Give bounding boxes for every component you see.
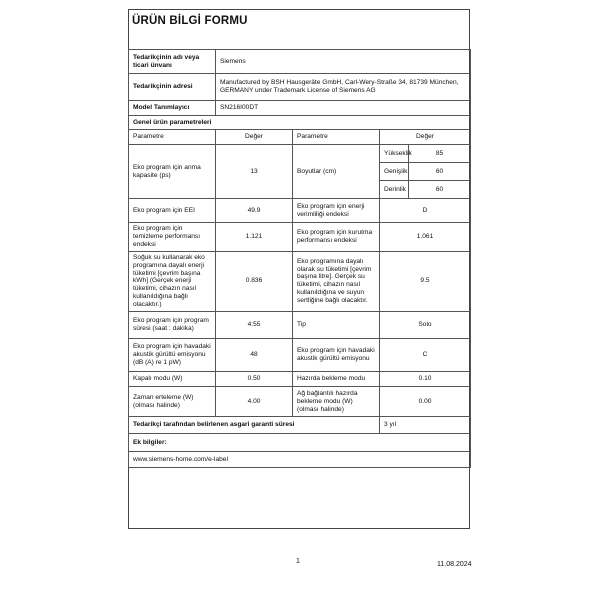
product-info-table	[128, 49, 471, 468]
energy-consumption-value: 0.836	[216, 251, 293, 311]
capacity-row	[129, 145, 471, 163]
height-value: 85	[409, 145, 471, 163]
width-value: 60	[409, 163, 471, 181]
e-label-link[interactable]: www.siemens-home.com/e-label	[129, 452, 471, 468]
header-value: Değer	[216, 130, 293, 145]
power-mode-row	[129, 372, 471, 387]
model-label: Model Tanımlayıcı	[129, 101, 216, 116]
capacity-value: 13	[216, 145, 293, 199]
noise-class-label: Eko program için havadaki akustik gürültü emisyonu	[293, 339, 380, 372]
noise-class-value: C	[380, 339, 471, 372]
water-consumption-value: 9.5	[380, 251, 471, 311]
header-value-2: Değer	[380, 130, 471, 145]
cleaning-value: 1.121	[216, 223, 293, 252]
delay-label: Zaman erteleme (W) (olması halinde)	[129, 387, 216, 417]
energy-class-label: Eko program için enerji verimliliği endeksi	[293, 199, 380, 223]
document-date: 11.08.2024	[437, 561, 472, 568]
duration-value: 4:55	[216, 312, 293, 339]
extra-info-heading-row	[129, 434, 471, 452]
off-mode-value: 0.50	[216, 372, 293, 387]
energy-consumption-label: Soğuk su kullanarak eko programına dayalı enerji tüketimi [çevrim başına kWh] (Gerçek enerji tüketimi, cihazın nasıl kullanıldığına bağlı olacaktır.)	[129, 251, 216, 311]
dimensions-label: Boyutlar (cm)	[293, 145, 380, 199]
cleaning-label: Eko program için temizleme performansı endeksi	[129, 223, 216, 252]
duration-row	[129, 312, 471, 339]
warranty-value: 3 yıl	[380, 417, 471, 434]
supplier-address-value: Manufactured by BSH Hausgeräte GmbH, Carl-Wery-Straße 34, 81739 München, GERMANY under Trademark License of Siemens AG	[216, 74, 471, 101]
drying-label: Eko program için kurutma performansı endeksi	[293, 223, 380, 252]
consumption-row	[129, 251, 471, 311]
general-params-heading: Genel ürün parametreleri	[129, 116, 471, 130]
table-header-row	[129, 130, 471, 145]
eei-label: Eko program için EEI	[129, 199, 216, 223]
depth-label: Derinlik	[380, 181, 409, 199]
eei-value: 49.9	[216, 199, 293, 223]
noise-label: Eko program için havadaki akustik gürültü emisyonu (dB (A) re 1 pW)	[129, 339, 216, 372]
height-label: Yükseklik	[380, 145, 409, 163]
depth-value: 60	[409, 181, 471, 199]
model-value: SN216I00DT	[216, 101, 471, 116]
noise-row	[129, 339, 471, 372]
warranty-row	[129, 417, 471, 434]
page-number: 1	[296, 558, 300, 565]
supplier-name-value: Siemens	[216, 50, 471, 74]
drying-value: 1.061	[380, 223, 471, 252]
supplier-address-row	[129, 74, 471, 101]
page-title: ÜRÜN BİLGİ FORMU	[132, 15, 248, 27]
type-value: Solo	[380, 312, 471, 339]
extra-info-link-row	[129, 452, 471, 468]
standby-value: 0.10	[380, 372, 471, 387]
duration-label: Eko program için program süresi (saat : dakika)	[129, 312, 216, 339]
supplier-name-row	[129, 50, 471, 74]
model-row	[129, 101, 471, 116]
off-mode-label: Kapalı modu (W)	[129, 372, 216, 387]
performance-row	[129, 223, 471, 252]
noise-value: 48	[216, 339, 293, 372]
delay-value: 4.00	[216, 387, 293, 417]
standby-label: Hazırda bekleme modu	[293, 372, 380, 387]
supplier-address-label: Tedarikçinin adresi	[129, 74, 216, 101]
width-label: Genişlik	[380, 163, 409, 181]
extra-info-heading: Ek bilgiler:	[129, 434, 471, 452]
delay-row	[129, 387, 471, 417]
supplier-name-label: Tedarikçinin adı veya ticari ünvanı	[129, 50, 216, 74]
header-param: Parametre	[129, 130, 216, 145]
warranty-label: Tedarikçi tarafından belirlenen asgari garanti süresi	[129, 417, 380, 434]
energy-class-value: D	[380, 199, 471, 223]
water-consumption-label: Eko programına dayalı olarak su tüketimi [çevrim başına litre]. Gerçek su tüketimi, cihazın nasıl kullanıldığına ve suyun sertliğine bağlı olacaktır.	[293, 251, 380, 311]
general-params-heading-row	[129, 116, 471, 130]
capacity-label: Eko program için anma kapasite (ps)	[129, 145, 216, 199]
type-label: Tip	[293, 312, 380, 339]
networked-standby-label: Ağ bağlantılı hazırda bekleme modu (W) (olması halinde)	[293, 387, 380, 417]
networked-standby-value: 0.00	[380, 387, 471, 417]
header-param-2: Parametre	[293, 130, 380, 145]
eei-row	[129, 199, 471, 223]
